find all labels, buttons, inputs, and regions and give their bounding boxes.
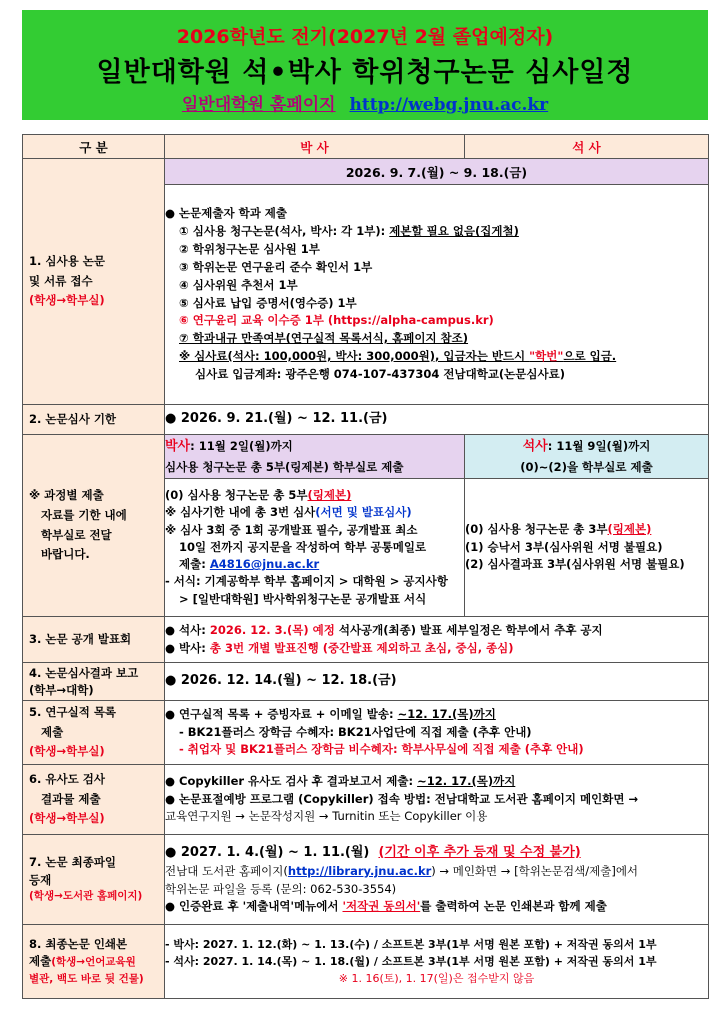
row-research-list	[23, 701, 709, 765]
row-public-presentation	[23, 617, 709, 663]
doctor-items: (0) 심사용 청구논문 총 5부(링제본) ※ 심사기한 내에 총 3번 심사(서면 및 발표심사) ※ 심사 3회 중 1회 공개발표 필수, 공개발표 최소 10일 전까지 공지문을 작성하여 학부 공통메일로 제출: A4816@jnu.ac.kr - 서식: 기계공학부 학부 홈페이지 > 대학원 > 공지사항 > [일반대학원] 박사학위청구논문 공개발표 서식	[165, 479, 465, 617]
row3-label: ※ 과정별 제출 자료를 기한 내에 학부실로 전달 바랍니다.	[23, 435, 165, 617]
row5-label: 4. 논문심사결과 보고 (학부→대학)	[23, 663, 165, 701]
banner-subtitle: 2026학년도 전기(2027년 2월 졸업예정자)	[176, 26, 554, 48]
header-doctor: 박 사	[165, 135, 465, 159]
master-deadline: 석사: 11월 9일(월)까지 (0)~(2)을 학부실로 제출	[465, 435, 709, 479]
submission-items: ● 논문제출자 학과 제출 ① 심사용 청구논문(석사, 박사: 각 1부): 제본할 필요 없음(집게철) ② 학위청구논문 심사원 1부 ③ 학위논문 연구윤리 준수 확인서 1부 ④ 심사위원 추천서 1부 ⑤ 심사료 납입 증명서(영수증) 1부 ⑥ 연구윤리 교육 이수증 1부 (https://alpha-campus.kr) ⑦ 학과내규 만족여부(연구실적 목록서식, 홈페이지 참조) ※ 심사료(석사: 100,000원, 박사: 300,000원), 입금자는 반드시 "학번"으로 입금. 심사료 입금계좌: 광주은행 074-107-437304 전남대학교(논문심사료)	[165, 185, 709, 405]
row-final-print	[23, 925, 709, 999]
schedule-table	[22, 134, 709, 999]
row7-label: 6. 유사도 검사 결과물 제출 (학생→학부실)	[23, 765, 165, 835]
title-banner	[22, 10, 708, 120]
master-items: (0) 심사용 청구논문 총 3부(링제본) (1) 승낙서 3부(심사위원 서명 불필요) (2) 심사결과표 3부(심사위원 서명 불필요)	[465, 479, 709, 617]
research-list-info: ● 연구실적 목록 + 증빙자료 + 이메일 발송: ~12. 17.(목)까지 - BK21플러스 장학금 수혜자: BK21사업단에 직접 제출 (추후 안내) - 취업자 및 BK21플러스 장학금 비수혜자: 학부사무실에 직접 제출 (추후 안내)	[165, 701, 709, 765]
row6-label: 5. 연구실적 목록 제출 (학생→학부실)	[23, 701, 165, 765]
row2-label: 2. 논문심사 기한	[23, 405, 165, 435]
header-category: 구 분	[23, 135, 165, 159]
page-title: 일반대학원 석•박사 학위청구논문 심사일정	[96, 57, 634, 88]
row4-label: 3. 논문 공개 발표회	[23, 617, 165, 663]
review-deadline: ● 2026. 9. 21.(월) ~ 12. 11.(금)	[165, 405, 709, 435]
row-final-file	[23, 835, 709, 925]
homepage-link[interactable]: http://webg.jnu.ac.kr	[349, 95, 549, 115]
row1-label: 1. 심사용 논문 및 서류 접수 (학생→학부실)	[23, 159, 165, 405]
presentation-info: ● 석사: 2026. 12. 3.(목) 예정 석사공개(최종) 발표 세부일정은 학부에서 추후 공지 ● 박사: 총 3번 개별 발표진행 (중간발표 제외하고 초심, 중심, 종심)	[165, 617, 709, 663]
email-link[interactable]: A4816@jnu.ac.kr	[209, 557, 320, 572]
homepage-label: 일반대학원 홈페이지	[181, 95, 336, 115]
row-similarity-check	[23, 765, 709, 835]
final-file-info: ● 2027. 1. 4.(월) ~ 1. 11.(월) (기간 이후 추가 등재 및 수정 불가) 전남대 도서관 홈페이지(http://library.jnu.ac.kr) → 메인화면 → [학위논문검색/제출]에서 학위논문 파일을 등록 (문의: 062-530-3554) ● 인증완료 후 '제출내역'메뉴에서 '저작권 동의서'를 출력하여 논문 인쇄본과 함께 제출	[165, 835, 709, 925]
submission-period: 2026. 9. 7.(월) ~ 9. 18.(금)	[165, 159, 709, 185]
final-print-info: - 박사: 2027. 1. 12.(화) ~ 1. 13.(수) / 소프트본 3부(1부 서명 원본 포함) + 저작권 동의서 1부 - 석사: 2027. 1. 14.(목) ~ 1. 18.(월) / 소프트본 3부(1부 서명 원본 포함) + 저작권 동의서 1부 ※ 1. 16(토), 1. 17(일)은 접수받지 않음	[165, 925, 709, 999]
doctor-deadline: 박사: 11월 2일(월)까지 심사용 청구논문 총 5부(링제본) 학부실로 제출	[165, 435, 465, 479]
row-result-report	[23, 663, 709, 701]
library-link[interactable]: http://library.jnu.ac.kr	[287, 863, 432, 878]
similarity-check-info: ● Copykiller 유사도 검사 후 결과보고서 제출: ~12. 17.(목)까지 ● 논문표절예방 프로그램 (Copykiller) 접속 방법: 전남대학교 도서관 홈페이지 메인화면 → 교육연구지원 → 논문작성지원 → Turnitin 또는 Copykiller 이용	[165, 765, 709, 835]
homepage-line	[22, 90, 708, 115]
row8-label: 7. 논문 최종파일 등재 (학생→도서관 홈페이지)	[23, 835, 165, 925]
header-master: 석 사	[465, 135, 709, 159]
row-review-deadline	[23, 405, 709, 435]
row-course-submission-head	[23, 435, 709, 479]
row9-label: 8. 최종논문 인쇄본 제출(학생→언어교육원 별관, 백도 바로 뒷 건물)	[23, 925, 165, 999]
result-report-period: ● 2026. 12. 14.(월) ~ 12. 18.(금)	[165, 663, 709, 701]
row-submission-date	[23, 159, 709, 185]
header-row	[23, 135, 709, 159]
